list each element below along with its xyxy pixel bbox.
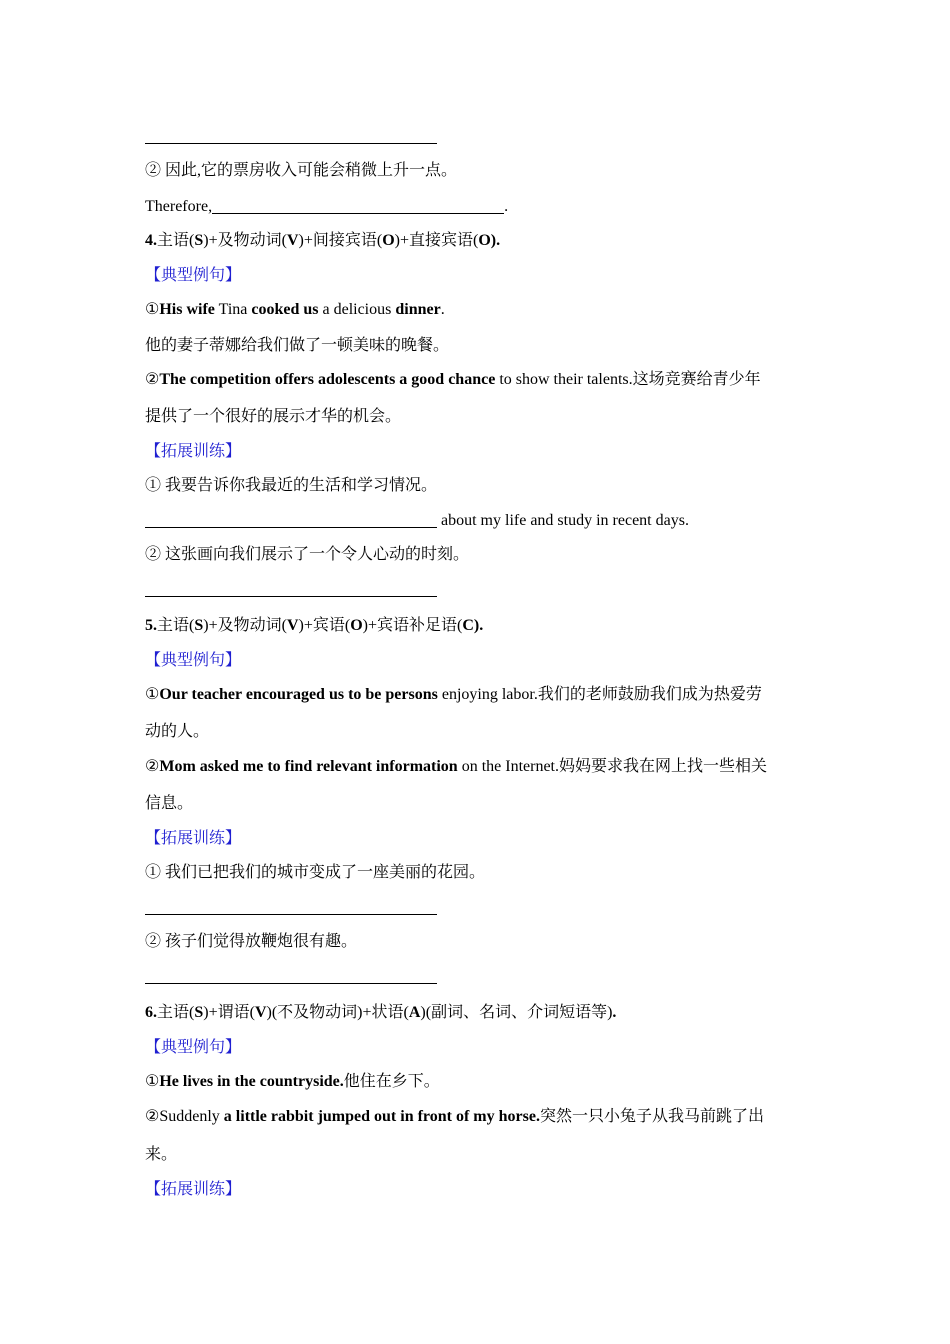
plain-text: a delicious [318,301,396,318]
section-number: 5. [145,617,157,634]
plain-text: enjoying labor.我们的老师鼓励我们成为热爱劳 [437,686,762,703]
example-sentence-2 [145,757,815,777]
section-number: 6. [145,1004,157,1021]
heading-text: . [612,1004,617,1021]
item-marker: ② [145,371,160,388]
plain-text: Tina [214,301,252,318]
heading-text: )+直接宾语( [394,232,479,249]
example-sentence-2 [145,1107,815,1127]
example-sentence-2-continuation: 提供了一个很好的展示才华的机会。 [145,408,402,425]
heading-abbr: V [254,1004,267,1021]
therefore-prefix: Therefore, [145,198,213,215]
example-label: 【典型例句】 [145,1039,242,1056]
answer-blank-line [145,596,437,597]
emphasis-text: He lives in the countryside. [159,1073,344,1090]
practice-item-1-chinese: ① 我要告诉你我最近的生活和学习情况。 [145,477,438,494]
heading-text: 主语( [157,232,195,249]
heading-text: 主语( [157,617,195,634]
example-label: 【典型例句】 [145,652,242,669]
plain-text: . [440,301,445,318]
heading-text: )+宾语补足语( [362,617,463,634]
heading-text: )+及物动词( [203,232,287,249]
heading-abbr: S [194,232,204,249]
emphasis-text: cooked us [251,301,319,318]
heading-abbr: S [194,1004,204,1021]
heading-text: )+谓语( [203,1004,255,1021]
heading-text: 主语( [157,1004,195,1021]
item-marker: ① [145,686,160,703]
heading-abbr: S [194,617,204,634]
answer-blank-line [145,143,437,144]
practice-item-2-chinese: ② 因此,它的票房收入可能会稍微上升一点。 [145,162,458,179]
heading-abbr: C [462,617,474,634]
practice-item-2-chinese: ② 孩子们觉得放鞭炮很有趣。 [145,933,358,950]
plain-text: 突然一只小兔子从我马前跳了出 [539,1108,764,1125]
example-sentence-1 [145,685,815,705]
section-4-heading [145,231,815,251]
therefore-suffix: . [504,198,509,215]
practice-item-1-fill-line [145,511,815,531]
emphasis-text: a little rabbit jumped out in front of my horse. [223,1108,540,1125]
item-marker: ② [145,1108,160,1125]
practice-label: 【拓展训练】 [145,443,242,460]
section-5-heading [145,616,815,636]
answer-blank-inline [212,213,504,214]
plain-text: about my life and study in recent days. [437,512,689,529]
plain-text: 他住在乡下。 [343,1073,440,1090]
answer-blank-inline [145,527,437,528]
heading-abbr: O [382,232,395,249]
heading-abbr: O [350,617,363,634]
section-6-heading [145,1003,815,1023]
item-marker: ① [145,301,160,318]
plain-text: Suddenly [159,1108,224,1125]
heading-abbr: O [478,232,491,249]
emphasis-text: Our teacher encouraged us to be persons [159,686,438,703]
emphasis-text: His wife [159,301,215,318]
section-number: 4. [145,232,157,249]
practice-label: 【拓展训练】 [145,1181,242,1198]
heading-text: ). [473,617,484,634]
heading-text: )(副词、名词、介词短语等) [420,1004,613,1021]
example-sentence-1 [145,300,815,320]
emphasis-text: dinner [395,301,441,318]
plain-text: to show their talents.这场竞赛给青少年 [495,371,761,388]
heading-text: )+间接宾语( [298,232,383,249]
heading-text: )(不及物动词)+状语( [266,1004,409,1021]
example-sentence-1-translation: 他的妻子蒂娜给我们做了一顿美味的晚餐。 [145,337,450,354]
example-sentence-2-continuation: 来。 [145,1146,178,1163]
example-sentence-2-continuation: 信息。 [145,795,194,812]
emphasis-text: Mom asked me to find relevant information [159,758,458,775]
heading-abbr: V [286,617,299,634]
heading-text: )+及物动词( [203,617,287,634]
heading-abbr: V [286,232,299,249]
therefore-fill-line [145,197,815,217]
example-sentence-1 [145,1072,815,1092]
heading-text: )+宾语( [298,617,351,634]
emphasis-text: The competition offers adolescents a good chance [159,371,496,388]
item-marker: ② [145,758,160,775]
practice-item-2-chinese: ② 这张画向我们展示了一个令人心动的时刻。 [145,546,470,563]
answer-blank-line [145,983,437,984]
answer-blank-line [145,914,437,915]
practice-label: 【拓展训练】 [145,830,242,847]
example-sentence-1-continuation: 动的人。 [145,723,210,740]
example-sentence-2 [145,370,815,390]
plain-text: on the Internet.妈妈要求我在网上找一些相关 [457,758,767,775]
example-label: 【典型例句】 [145,267,242,284]
practice-item-1-chinese: ① 我们已把我们的城市变成了一座美丽的花园。 [145,864,486,881]
heading-abbr: A [408,1004,421,1021]
heading-text: ). [490,232,501,249]
item-marker: ① [145,1073,160,1090]
